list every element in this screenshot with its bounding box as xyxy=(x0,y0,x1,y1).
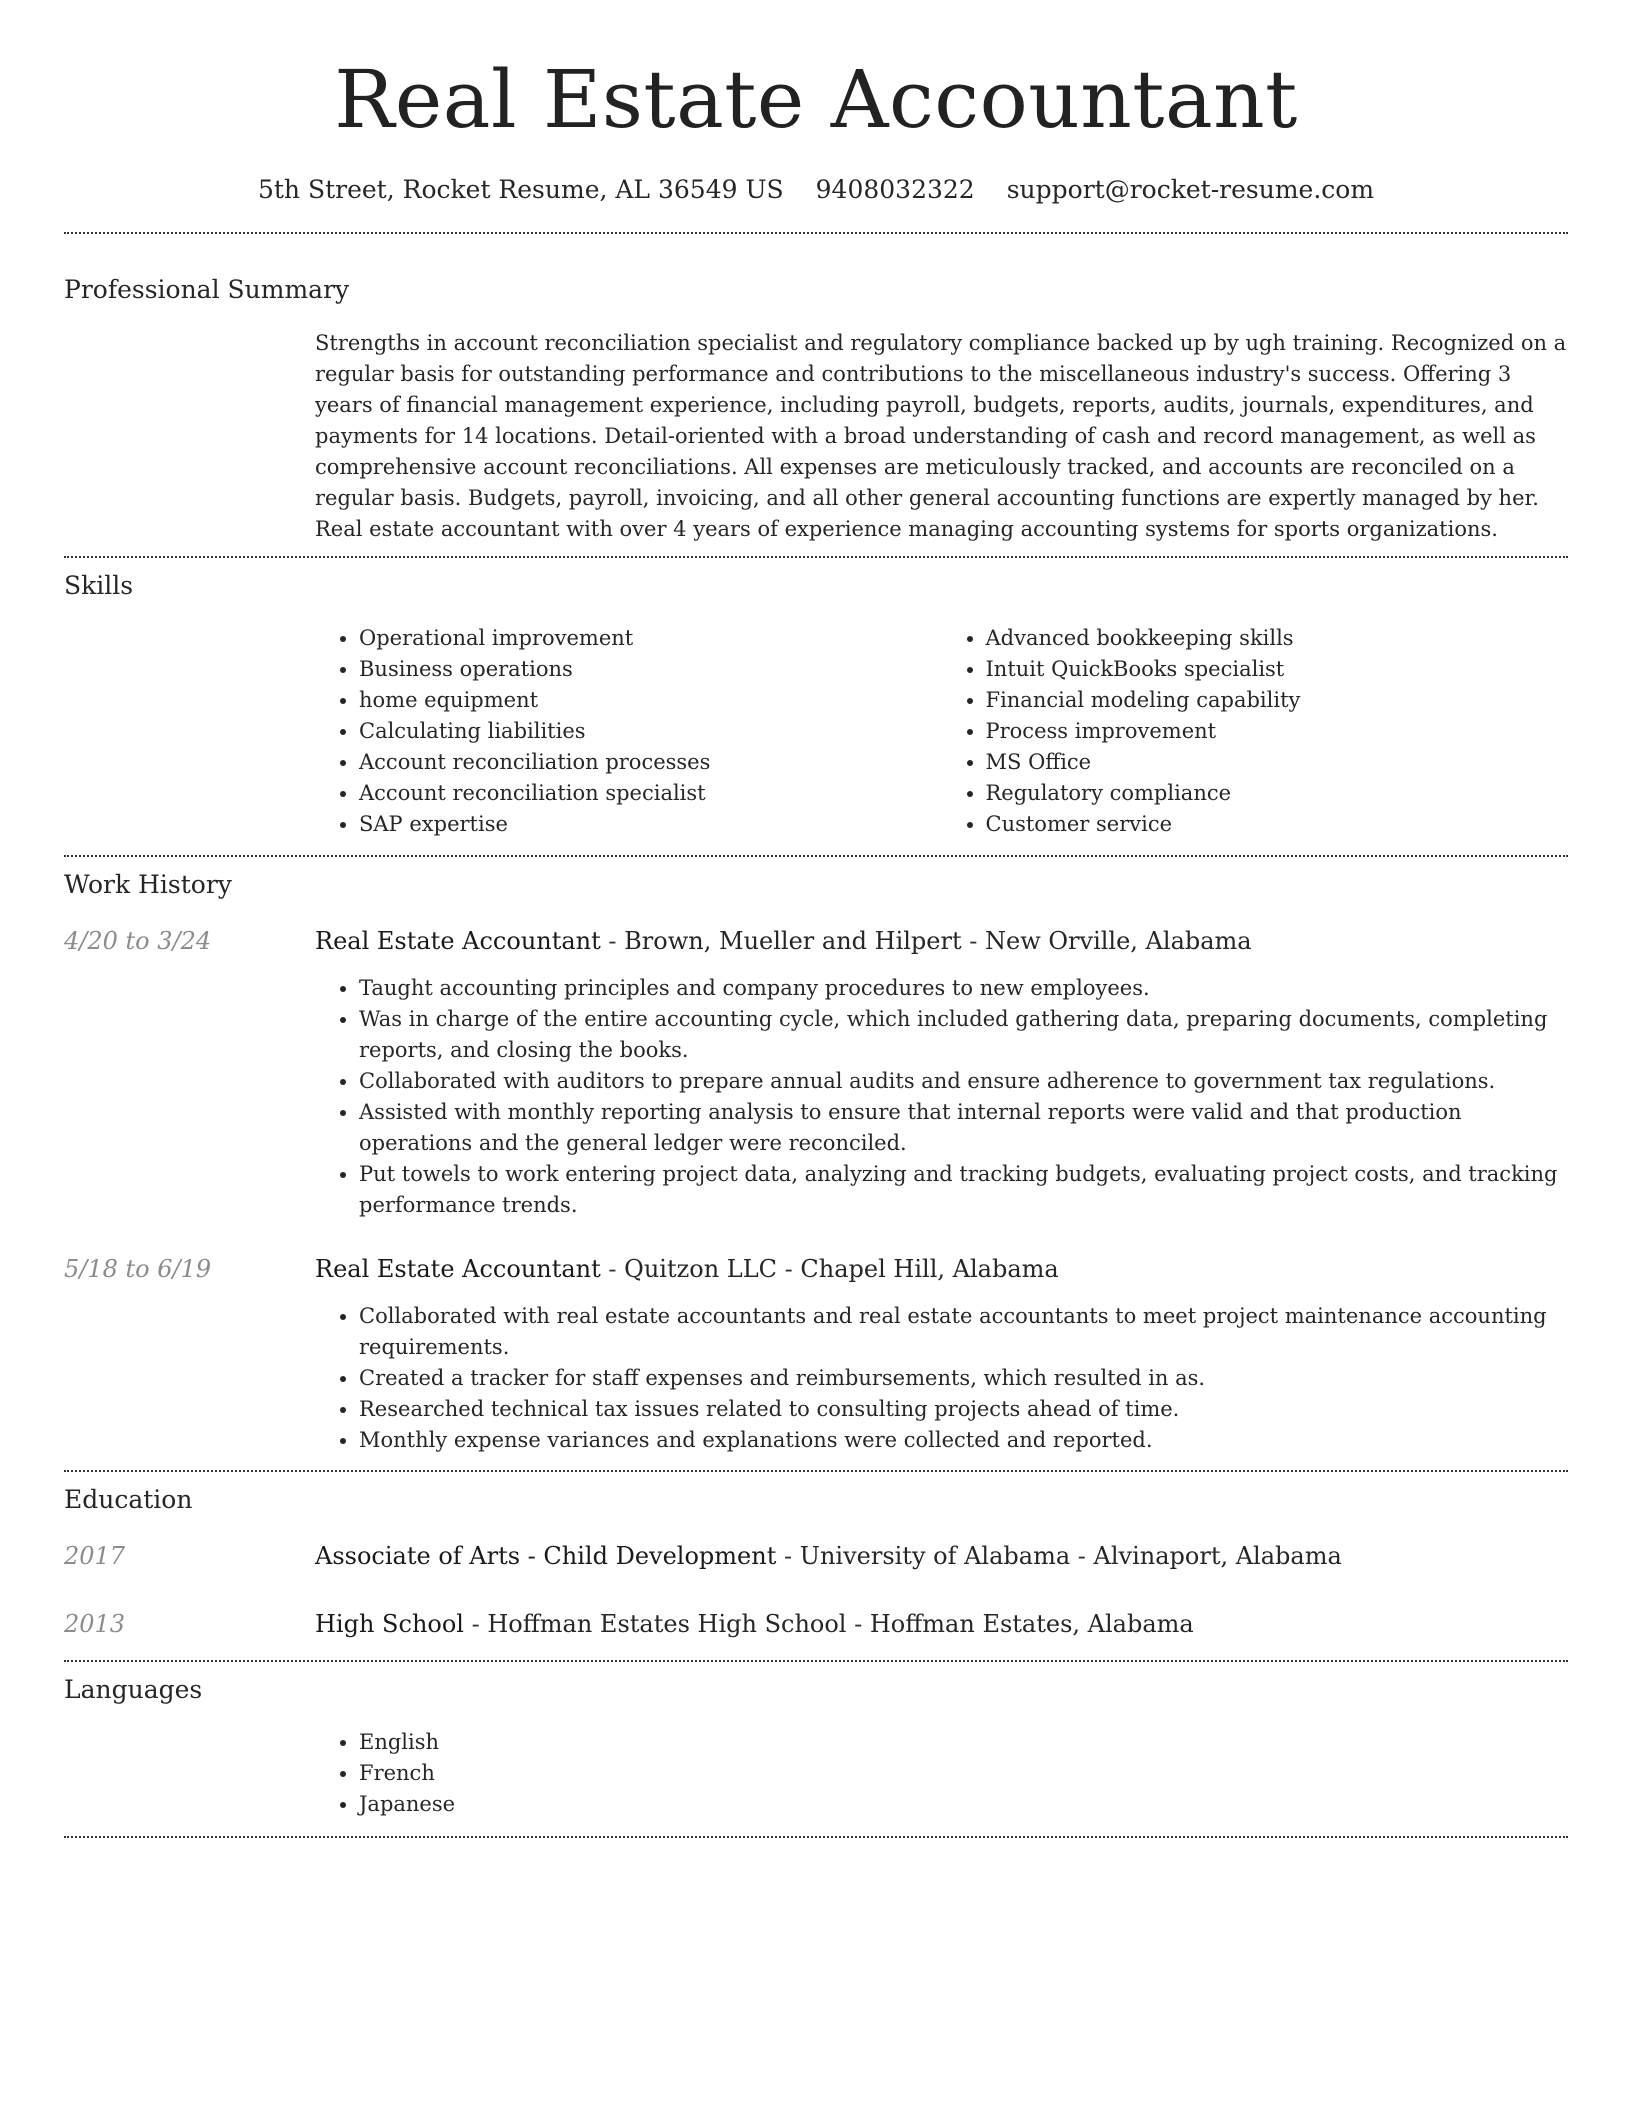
education-year: 2017 xyxy=(64,1542,126,1570)
contact-address: 5th Street, Rocket Resume, AL 36549 US xyxy=(257,175,784,204)
separator: - xyxy=(961,927,985,955)
job-bullet: • Monthly expense variances and explanations were collected and reported. xyxy=(359,1425,1568,1456)
job-bullets xyxy=(315,1301,1568,1456)
skill-item: • home equipment xyxy=(359,685,942,716)
job-company: Brown, Mueller and Hilpert xyxy=(624,927,962,955)
language-item: • English xyxy=(359,1727,1568,1758)
education-year: 2013 xyxy=(64,1610,126,1638)
divider xyxy=(64,232,1568,234)
section-title-summary: Professional Summary xyxy=(64,275,350,304)
language-item: • Japanese xyxy=(359,1789,1568,1820)
job-heading xyxy=(315,925,1252,957)
job-entry xyxy=(64,1253,1568,1285)
education-entry xyxy=(64,1608,1568,1640)
education-heading xyxy=(315,1608,1194,1640)
section-title-skills: Skills xyxy=(64,571,134,600)
divider xyxy=(64,855,1568,857)
work-section xyxy=(64,869,1568,1456)
job-company: Quitzon LLC xyxy=(624,1255,778,1283)
skill-item: • Calculating liabilities xyxy=(359,716,942,747)
skills-section xyxy=(64,570,1568,840)
separator: - xyxy=(846,1610,870,1638)
divider xyxy=(64,556,1568,558)
contact-phone: 9408032322 xyxy=(815,175,975,204)
languages-list xyxy=(315,1727,1568,1820)
contact-line xyxy=(64,174,1568,206)
skill-item: • Operational improvement xyxy=(359,623,942,654)
job-location: New Orville, Alabama xyxy=(984,927,1252,955)
candidate-name: Real Estate Accountant xyxy=(334,53,1298,146)
job-entry xyxy=(64,925,1568,957)
divider xyxy=(64,1470,1568,1472)
skill-item: • Account reconciliation specialist xyxy=(359,778,942,809)
education-school: Hoffman Estates High School xyxy=(487,1610,847,1638)
education-entry xyxy=(64,1540,1568,1572)
skill-item: • SAP expertise xyxy=(359,809,942,840)
skill-item: • Regulatory compliance xyxy=(986,778,1569,809)
education-heading xyxy=(315,1540,1342,1572)
job-role: Real Estate Accountant xyxy=(315,1255,601,1283)
job-dates: 5/18 to 6/19 xyxy=(64,1255,212,1283)
job-bullet: • Put towels to work entering project data, analyzing and tracking budgets, evaluating project costs, and tracking performance trends. xyxy=(359,1159,1568,1221)
skill-item: • Intuit QuickBooks specialist xyxy=(986,654,1569,685)
separator: - xyxy=(600,927,625,955)
job-heading xyxy=(315,1253,1059,1285)
job-bullet: • Assisted with monthly reporting analysis to ensure that internal reports were valid and that production operations and the general ledger were reconciled. xyxy=(359,1097,1568,1159)
resume-page xyxy=(64,0,1568,1838)
section-title-work: Work History xyxy=(64,870,232,899)
job-bullet: • Collaborated with real estate accountants and real estate accountants to meet project maintenance accounting requirements. xyxy=(359,1301,1568,1363)
skill-item: • Business operations xyxy=(359,654,942,685)
skill-item: • MS Office xyxy=(986,747,1569,778)
skill-item: • Account reconciliation processes xyxy=(359,747,942,778)
contact-email: support@rocket-resume.com xyxy=(1006,175,1375,204)
separator: - xyxy=(463,1610,488,1638)
section-title-languages: Languages xyxy=(64,1675,203,1704)
divider xyxy=(64,1660,1568,1662)
summary-text: Strengths in account reconciliation specialist and regulatory compliance backed up by ugh training. Recognized on a regular basis for outstanding performance and contributions to the miscellaneous industry's success. Offering 3 years of financial management experience, including payroll, budgets, reports, audits, journals, expenditures, and payments for 14 locations. Detail-oriented with a broad understanding of cash and record management, as well as comprehensive account reconciliations. All expenses are meticulously tracked, and accounts are reconciled on a regular basis. Budgets, payroll, invoicing, and all other general accounting functions are expertly managed by her. Real estate accountant with over 4 years of experience managing accounting systems for sports organizations. xyxy=(315,331,1567,541)
separator: - xyxy=(1070,1542,1094,1570)
job-bullet: • Researched technical tax issues related to consulting projects ahead of time. xyxy=(359,1394,1568,1425)
skill-item: • Advanced bookkeeping skills xyxy=(986,623,1569,654)
job-role: Real Estate Accountant xyxy=(315,927,601,955)
education-section xyxy=(64,1484,1568,1640)
job-bullets xyxy=(315,973,1568,1221)
divider xyxy=(64,1836,1568,1838)
summary-section xyxy=(64,274,1568,545)
education-location: Alvinaport, Alabama xyxy=(1093,1542,1342,1570)
job-bullet: • Taught accounting principles and company procedures to new employees. xyxy=(359,973,1568,1004)
job-dates: 4/20 to 3/24 xyxy=(64,927,212,955)
education-degree: Associate of Arts - Child Development xyxy=(315,1542,777,1570)
skills-list-right xyxy=(942,623,1569,840)
job-bullet: • Was in charge of the entire accounting cycle, which included gathering data, preparing documents, completing reports, and closing the books. xyxy=(359,1004,1568,1066)
job-bullet: • Collaborated with auditors to prepare annual audits and ensure adherence to government tax regulations. xyxy=(359,1066,1568,1097)
language-item: • French xyxy=(359,1758,1568,1789)
job-location: Chapel Hill, Alabama xyxy=(800,1255,1059,1283)
languages-section xyxy=(64,1674,1568,1820)
separator: - xyxy=(600,1255,625,1283)
separator: - xyxy=(777,1255,801,1283)
skill-item: • Process improvement xyxy=(986,716,1569,747)
separator: - xyxy=(776,1542,800,1570)
job-bullet: • Created a tracker for staff expenses and reimbursements, which resulted in as. xyxy=(359,1363,1568,1394)
education-degree: High School xyxy=(315,1610,464,1638)
education-school: University of Alabama xyxy=(799,1542,1071,1570)
section-title-education: Education xyxy=(64,1485,193,1514)
skill-item: • Customer service xyxy=(986,809,1569,840)
education-location: Hoffman Estates, Alabama xyxy=(869,1610,1194,1638)
skills-list-left xyxy=(315,623,942,840)
skill-item: • Financial modeling capability xyxy=(986,685,1569,716)
